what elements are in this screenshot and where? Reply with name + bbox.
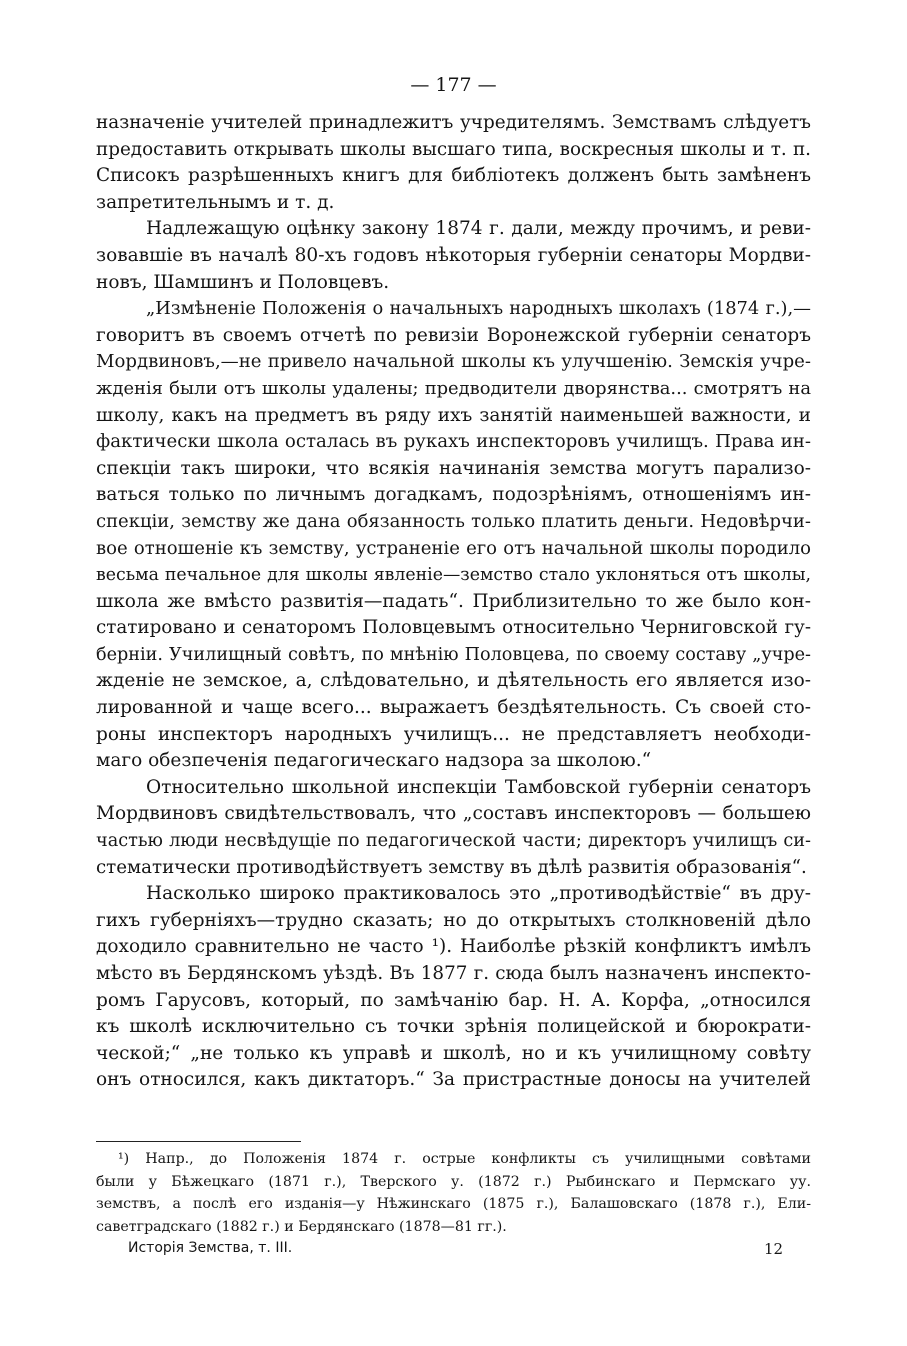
text-line: маго обезпеченія педагогическаго надзора за школою.“ — [96, 750, 652, 772]
text-line: ваться только по личнымъ догадкамъ, подозрѣніямъ, отношеніямъ ин- — [96, 484, 811, 506]
text-line: зовавшіе въ началѣ 80-хъ годовъ нѣкоторыя губерніи сенаторы Мордви- — [96, 244, 811, 266]
text-line: новъ, Шамшинъ и Половцевъ. — [96, 271, 390, 293]
text-line: предоставить открывать школы высшаго типа, воскресныя школы и т. п. — [96, 138, 811, 160]
text-line: говоритъ въ своемъ отчетѣ по ревизіи Воронежской губерніи сенаторъ — [96, 324, 811, 346]
text-line: Насколько широко практиковалось это „противодѣйствіе“ въ дру- — [146, 883, 811, 905]
text-line: лированной и чаще всего... выражаетъ бездѣятельность. Съ своей сто- — [96, 697, 811, 719]
footnote-divider — [96, 1141, 301, 1142]
text-line: назначеніе учителей принадлежитъ учредителямъ. Земствамъ слѣдуетъ — [96, 112, 811, 133]
text-line: „Измѣненіе Положенія о начальныхъ народныхъ школахъ (1874 г.),— — [146, 298, 811, 320]
text-line: доходило сравнительно не часто ¹). Наиболѣе рѣзкій конфликтъ имѣлъ — [96, 936, 811, 958]
text-line: ромъ Гарусовъ, который, по замѣчанію бар. Н. А. Корфа, „относился — [96, 989, 811, 1011]
sheet-number: 12 — [764, 1240, 784, 1258]
page-number: — 177 — — [410, 74, 497, 96]
footnote — [96, 1148, 811, 1238]
text-line: жденія были отъ школы удалены; предводители дворянства... смотрятъ на — [96, 377, 811, 399]
text-line: Мордвиновъ свидѣтельствовалъ, что „составъ инспекторовъ — большею — [96, 803, 811, 825]
text-line: школу, какъ на предметъ въ ряду ихъ занятій наименьшей важности, и — [96, 404, 811, 426]
text-line: фактически школа осталась въ рукахъ инспекторовъ училищъ. Права ин- — [96, 431, 811, 453]
signature-mark: Исторія Земства, т. III. — [128, 1240, 293, 1256]
footnote-line: земствъ, а послѣ его изданія—у Нѣжинскаго (1875 г.), Балашовскаго (1878 г.), Ели- — [96, 1196, 811, 1212]
text-line: частью люди несвѣдущіе по педагогической части; директоръ училищъ си- — [96, 831, 811, 852]
text-line: ческой;“ „не только къ управѣ и школѣ, но и къ училищному совѣту — [96, 1042, 811, 1064]
body-text — [96, 110, 811, 1094]
text-line: мѣсто въ Бердянскомъ уѣздѣ. Въ 1877 г. сюда былъ назначенъ инспекто- — [96, 963, 811, 984]
footnote-line: саветградскаго (1882 г.) и Бердянскаго (1878—81 гг.). — [96, 1218, 507, 1235]
text-line: Списокъ разрѣшенныхъ книгъ для библіотекъ долженъ быть замѣненъ — [96, 165, 811, 187]
text-line: спекціи такъ широки, что всякія начинанія земства могутъ парализо- — [96, 457, 811, 479]
text-line: роны инспекторъ народныхъ училищъ... не представляетъ необходи- — [96, 723, 811, 745]
text-line: Мордвиновъ,—не привело начальной школы къ улучшенію. Земскія учре- — [96, 351, 811, 373]
text-line: гихъ губерніяхъ—трудно сказать; но до открытыхъ столкновеній дѣло — [96, 909, 811, 931]
text-line: спекціи, земству же дана обязанность только платить деньги. Недовѣрчи- — [96, 510, 811, 532]
text-line: школа же вмѣсто развитія—падать“. Приблизительно то же было кон- — [96, 590, 811, 612]
footnote-line: были у Бѣжецкаго (1871 г.), Тверского у. (1872 г.) Рыбинскаго и Пермскаго уу. — [96, 1173, 811, 1190]
text-line: запретительнымъ и т. д. — [96, 191, 335, 213]
text-line: статировано и сенаторомъ Половцевымъ относительно Черниговской гу- — [96, 617, 811, 639]
text-line: Надлежащую оцѣнку закону 1874 г. дали, между прочимъ, и реви- — [146, 218, 811, 240]
text-line: къ школѣ исключительно съ точки зрѣнія полицейской и бюрократи- — [96, 1016, 811, 1038]
text-line: берніи. Училищный совѣтъ, по мнѣнію Половцева, по своему составу „учре- — [96, 644, 811, 665]
text-line: вое отношеніе къ земству, устраненіе его отъ начальной школы породило — [96, 537, 811, 559]
text-line: жденіе не земское, а, слѣдовательно, и дѣятельность его является изо- — [96, 670, 811, 692]
text-line: Относительно школьной инспекціи Тамбовской губерніи сенаторъ — [146, 776, 811, 798]
text-line: весьма печальное для школы явленіе—земство стало уклоняться отъ школы, — [96, 565, 811, 586]
footnote-line: ¹) Напр., до Положенія 1874 г. острые конфликты съ училищными совѣтами — [118, 1151, 811, 1167]
text-line: стематически противодѣйствуетъ земству въ дѣлѣ развитія образованія“. — [96, 856, 807, 878]
text-line: онъ относился, какъ диктаторъ.“ За пристрастные доносы на учителей — [96, 1069, 811, 1091]
